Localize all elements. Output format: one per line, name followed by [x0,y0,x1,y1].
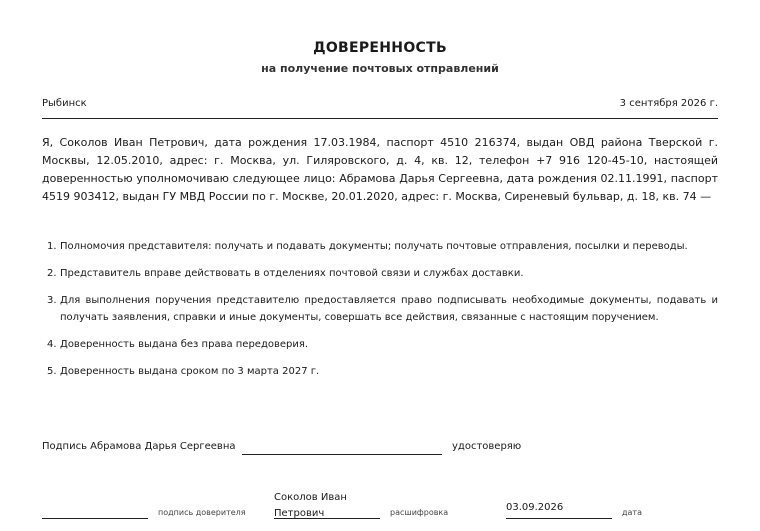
document-city: Рыбинск [42,98,87,109]
date-caption: дата [622,508,642,517]
decoding-name: Соколов Иван Петрович [274,492,347,519]
list-item-text: Представитель вправе действовать в отделениях почтовой связи и службах доставки. [60,268,524,279]
representative-signature-line [242,454,442,455]
representative-signature-label: Подпись Абрамова Дарья Сергеевна [42,441,236,452]
principal-signature-line [42,518,148,519]
certify-label: удостоверяю [452,441,522,452]
list-item [42,363,718,380]
list-item-number: 3. [47,295,57,306]
list-item-number: 2. [47,268,57,279]
document-date: 3 сентября 2026 г. [619,98,718,109]
document-subtitle: на получение почтовых отправлений [261,62,499,75]
document-title: ДОВЕРЕННОСТЬ [313,40,447,56]
header-divider [42,118,718,119]
list-item-number: 1. [47,241,57,252]
list-item [42,292,718,326]
principal-signature-caption: подпись доверителя [158,508,246,517]
list-item-number: 5. [47,366,57,377]
list-item-number: 4. [47,339,57,350]
intro-paragraph: Я, Соколов Иван Петрович, дата рождения 17.03.1984, паспорт 4510 216374, выдан ОВД района Тверской г. Москвы, 12.05.2010, адрес: г. Москва, ул. Гиляровского, д. 4, кв. 12, телефон +7 916 120-45-10, настоящей доверенностью уполномочиваю следующее лицо: Абрамова Дарья Сергеевна, дата рождения 02.11.1991, паспорт 4519 903412, выдан ГУ МВД России по г. Москве, 20.01.2020, адрес: г. Москва, Сиреневый бульвар, д. 18, кв. 74 — [42,136,718,203]
signature-date-value: 03.09.2026 [506,502,564,513]
list-item [42,265,718,282]
list-item [42,238,718,255]
list-item-text: Доверенность выдана сроком по 3 марта 2027 г. [60,366,320,377]
list-item [42,336,718,353]
list-item-text: Доверенность выдана без права передоверия. [60,339,309,350]
list-item-text: Полномочия представителя: получать и подавать документы; получать почтовые отправления, посылки и переводы. [60,241,688,252]
date-line [506,518,612,519]
list-item-text: Для выполнения поручения представителю предоставляется право подписывать необходимые документы, подавать и получать заявления, справки и иные документы, совершать все действия, связанные с настоящим поручением. [60,295,718,323]
decoding-caption: расшифровка [390,508,449,517]
authority-list [42,238,718,390]
decoding-line [274,518,380,519]
